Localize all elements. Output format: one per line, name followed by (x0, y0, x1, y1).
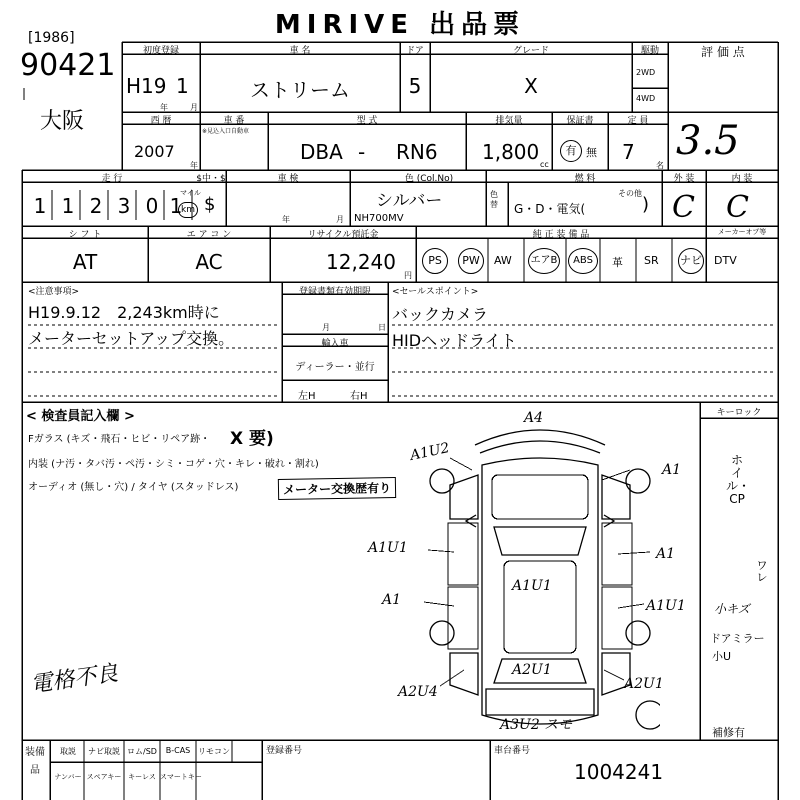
interior-line: 内装 (ナ汚・タバ汚・ペ汚・シミ・コゲ・穴・キレ・破れ・割れ) (28, 459, 319, 470)
equip-abs: ABS (568, 248, 598, 274)
equip-ps: PS (422, 248, 448, 274)
glass-mark: X 要) (230, 429, 274, 449)
displacement-unit: cc (540, 160, 549, 169)
label-model-name: 車 名 (289, 46, 311, 56)
first-reg-month-unit: 月 (190, 103, 198, 112)
damage-right-rear-door: A1U1 (646, 598, 686, 614)
mileage-unit-mile: マイル (180, 189, 201, 197)
key-lock-label: キーロック (716, 408, 762, 418)
damage-leader-lines (380, 420, 680, 740)
doors: 5 (408, 74, 422, 98)
mileage-digit: 3 (117, 194, 131, 218)
model-name: ストリーム (250, 78, 350, 102)
equip-sr: SR (644, 254, 659, 267)
reg-docs-label: 登録書類有効期限 (298, 287, 371, 297)
damage-left-rear-fender: A2U4 (398, 684, 438, 700)
meter-stamp: メーター交換歴有り (278, 477, 396, 500)
exterior-grade: C (672, 190, 695, 225)
grade: X (524, 74, 538, 98)
notes-line2: メーターセットアップ交換。 (28, 329, 235, 348)
lot-code: [1986] (28, 30, 75, 46)
damage-right-rear-fender: A2U1 (624, 676, 664, 692)
equip-dtv: DTV (714, 254, 737, 267)
mileage-unit-km: km (178, 202, 198, 218)
footer-item: ナビ取説 (88, 747, 120, 756)
equip-airbag: エアB (528, 248, 560, 274)
location: 大阪 (40, 109, 85, 134)
color-change-label: 色替 (490, 190, 498, 209)
year: 2007 (134, 142, 175, 161)
label-color: 色 (Col.No) (404, 174, 454, 184)
mileage-digit: 1 (33, 194, 47, 218)
inspection-year: 年 (282, 215, 290, 224)
label-first-reg: 初度登録 (142, 46, 179, 56)
footer-item: ロム/SD (127, 747, 157, 756)
handwritten-note: 電格不良 (28, 660, 120, 698)
label-grade: グレード (512, 46, 549, 56)
equip-leather: 革 (612, 256, 623, 269)
car-number-sub: ※見込入口自動車 (202, 128, 250, 135)
damage-left-rear-door: A1 (382, 592, 402, 608)
equip-pw: PW (458, 248, 484, 274)
mileage-digit: 2 (89, 194, 103, 218)
year-unit: 年 (190, 161, 198, 170)
inspection-month: 月 (336, 215, 344, 224)
color-code: NH700MV (354, 213, 404, 224)
model-code-dash: - (358, 140, 366, 164)
interior-grade: C (726, 190, 749, 225)
side-scratch: 小キズ (714, 602, 750, 616)
score: 3.5 (676, 118, 740, 164)
chassis-label: 車台番号 (494, 746, 531, 756)
equip-aw: AW (494, 254, 512, 267)
label-model-code: 型 式 (356, 116, 378, 126)
label-inspection: 車 検 (277, 174, 299, 184)
recycle-fee: 12,240 (326, 250, 396, 274)
reg-day: 日 (378, 323, 386, 332)
label-fuel: 燃 料 (574, 174, 596, 184)
label-capacity: 定 員 (627, 116, 649, 126)
label-year: 西 暦 (150, 116, 172, 126)
glass-line: Fガラス (キズ・飛石・ヒビ・リペア跡・ (28, 434, 211, 445)
label-mileage-sub: $中・$ (196, 174, 226, 184)
hand-left: 左H (298, 391, 316, 402)
model-code: RN6 (396, 140, 438, 164)
damage-rear-bumper: A3U2 スモ (500, 717, 573, 733)
aircon: AC (195, 250, 223, 274)
dealer: ディーラー・並行 (295, 362, 375, 373)
chassis-number: 1004241 (574, 760, 664, 784)
sales-line2: HIDヘッドライト (392, 331, 517, 350)
damage-roof: A1U1 (512, 578, 552, 594)
damage-left-front-door: A1U1 (368, 540, 408, 556)
notes-label: <注意事項> (28, 287, 80, 297)
audio-line: オーディオ (無し・穴) / タイヤ (スタッドレス) (28, 482, 239, 493)
sales-line1: バックカメラ (392, 305, 489, 324)
drive-2wd: 2WD (636, 68, 656, 77)
label-recycle: リサイクル預託金 (307, 230, 379, 240)
fuel-text: G・D・電気( (514, 202, 586, 216)
color-name: シルバー (376, 191, 443, 211)
import-label: 輸入車 (321, 339, 349, 349)
fuel-close: ) (642, 194, 650, 215)
reg-number-label: 登録番号 (266, 746, 303, 756)
damage-front-bumper: A4 (524, 410, 544, 426)
label-aircon: エ ア コ ン (186, 230, 232, 240)
damage-right-front-fender: A1 (662, 462, 682, 478)
footer-item: スマートキー (160, 773, 202, 781)
reg-month: 月 (322, 323, 330, 332)
label-warranty: 保証書 (566, 116, 594, 126)
footer-item: 取説 (60, 747, 76, 756)
label-shift: シ フ ト (68, 230, 102, 240)
shift: AT (72, 250, 98, 274)
displacement: 1,800 (482, 140, 540, 164)
first-reg-month: 1 (176, 74, 189, 98)
side-mirror: ドアミラー (710, 632, 765, 645)
inspector-title: < 検査員記入欄 > (26, 409, 135, 424)
label-exterior: 外 装 (673, 174, 695, 184)
drive-4wd: 4WD (636, 94, 656, 103)
footer-item: スペアキー (86, 773, 122, 781)
label-doors: ドア (406, 46, 424, 56)
lot-number: 90421 (20, 48, 116, 83)
recycle-unit: 円 (404, 271, 412, 280)
warranty-no: 無 (586, 146, 597, 159)
first-reg-year-unit: 年 (160, 103, 168, 112)
model-code-prefix: DBA (300, 140, 343, 164)
label-mileage: 走 行 (101, 174, 123, 184)
mileage-digit: 1 (61, 194, 75, 218)
mileage-digit: 1 (169, 194, 183, 218)
side-wheel-note: ホイル・CP (726, 453, 751, 506)
footer-item: リモコン (198, 747, 230, 756)
label-interior: 内 装 (731, 174, 753, 184)
warranty-yes: 有 (560, 140, 582, 162)
damage-right-front-door: A1 (656, 546, 676, 562)
form-title: MIRIVE 出品票 (274, 10, 526, 40)
label-displacement: 排気量 (495, 116, 523, 126)
mileage-dollar: $ (204, 194, 216, 215)
fuel-other-label: その他 (618, 189, 642, 198)
equip-navi: ナビ (678, 248, 704, 274)
label-drive: 駆動 (640, 46, 659, 56)
footer-item: キーレス (128, 773, 156, 781)
footer-item: ナンバー (54, 773, 82, 781)
side-ware: ワレ (756, 559, 768, 584)
first-reg-era: H19 (126, 74, 167, 98)
footer-item: B-CAS (165, 746, 191, 755)
label-car-number: 車 番 (223, 116, 245, 126)
capacity-unit: 名 (656, 161, 664, 170)
mileage-digit: 0 (145, 194, 159, 218)
capacity: 7 (622, 140, 635, 164)
label-rating: 評 価 点 (701, 45, 745, 59)
damage-rear-gate: A2U1 (512, 662, 552, 678)
side-small-u: 小U (712, 650, 732, 663)
sales-label: <セールスポイント> (392, 287, 479, 297)
notes-line1: H19.9.12 2,243km時に (28, 303, 220, 322)
label-equipment: 純 正 装 備 品 (532, 230, 590, 240)
label-maker-option: メーカーオプ等 (717, 228, 767, 236)
footer-equipment-label: 装備品 (25, 747, 45, 776)
damage-left-front-fender: A1U2 (408, 440, 451, 464)
side-repaired: 補修有 (712, 726, 745, 739)
hand-right: 右H (350, 391, 368, 402)
